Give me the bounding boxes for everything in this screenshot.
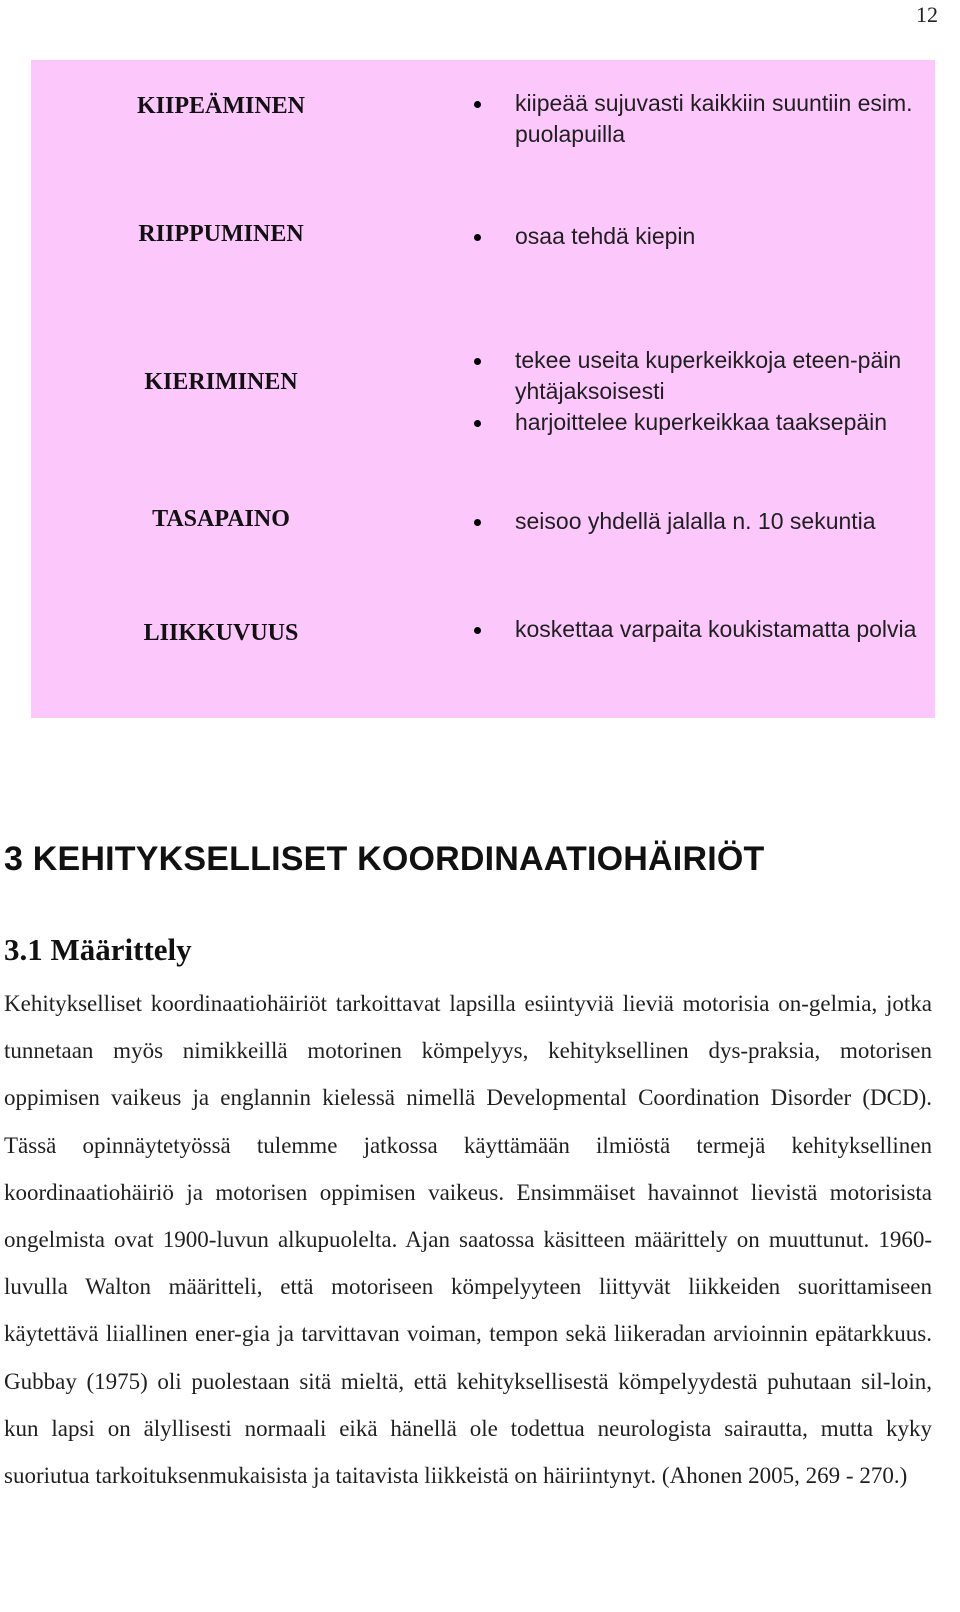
skill-description-list xyxy=(471,614,921,645)
page-number: 12 xyxy=(916,2,938,27)
list-item: osaa tehdä kiepin xyxy=(471,221,921,252)
skill-name: LIIKKUVUUS xyxy=(143,620,299,646)
skill-name: RIIPPUMINEN xyxy=(138,221,304,247)
skill-description-list xyxy=(471,506,921,537)
skill-name: KIERIMINEN xyxy=(144,369,298,395)
list-item: tekee useita kuperkeikkoja eteen-päin yhtäjaksoisesti xyxy=(471,345,921,407)
list-item: koskettaa varpaita koukistamatta polvia xyxy=(471,614,921,645)
list-item: kiipeää sujuvasti kaikkiin suuntiin esim. puolapuilla xyxy=(471,88,921,150)
skill-description-list xyxy=(471,345,921,438)
skills-table xyxy=(31,60,935,718)
subsection-heading: 3.1 Määrittely xyxy=(4,932,192,967)
list-item: seisoo yhdellä jalalla n. 10 sekuntia xyxy=(471,506,921,537)
skill-description-list xyxy=(471,221,921,252)
skill-name: KIIPEÄMINEN xyxy=(136,93,305,119)
section-heading: 3 KEHITYKSELLISET KOORDINAATIOHÄIRIÖT xyxy=(4,840,765,878)
body-paragraph: Kehitykselliset koordinaatiohäiriöt tarkoittavat lapsilla esiintyviä lieviä motorisia on-gelmia, jotka tunnetaan myös nimikkeillä motorinen kömpelyys, kehityksellinen dys-praksia, motorisen oppimisen vaikeus ja englannin kielessä nimellä Developmental Coordination Disorder (DCD). Tässä opinnäytetyössä tulemme jatkossa käyttämään ilmiöstä termejä kehityksellinen koordinaatiohäiriö ja motorisen oppimisen vaikeus. Ensimmäiset havainnot lievistä motorisista ongelmista ovat 1900-luvun alkupuolelta. Ajan saatossa käsitteen määrittely on muuttunut. 1960-luvulla Walton määritteli, että motoriseen kömpelyyteen liittyvät liikkeiden suorittamiseen käytettävä liiallinen ener-gia ja tarvittavan voiman, tempon sekä liikeradan arvioinnin epätarkkuus. Gubbay (1975) oli puolestaan sitä mieltä, että kehityksellisestä kömpelyydestä puhutaan sil-loin, kun lapsi on älyllisesti normaali eikä hänellä ole todettua neurologista sairautta, mutta kyky suoriutua tarkoituksenmukaisista ja taitavista liikkeistä on häiriintynyt. (Ahonen 2005, 269 - 270.) xyxy=(4,991,932,1489)
skill-name: TASAPAINO xyxy=(152,506,290,532)
skill-description-list xyxy=(471,88,921,150)
list-item: harjoittelee kuperkeikkaa taaksepäin xyxy=(471,407,921,438)
